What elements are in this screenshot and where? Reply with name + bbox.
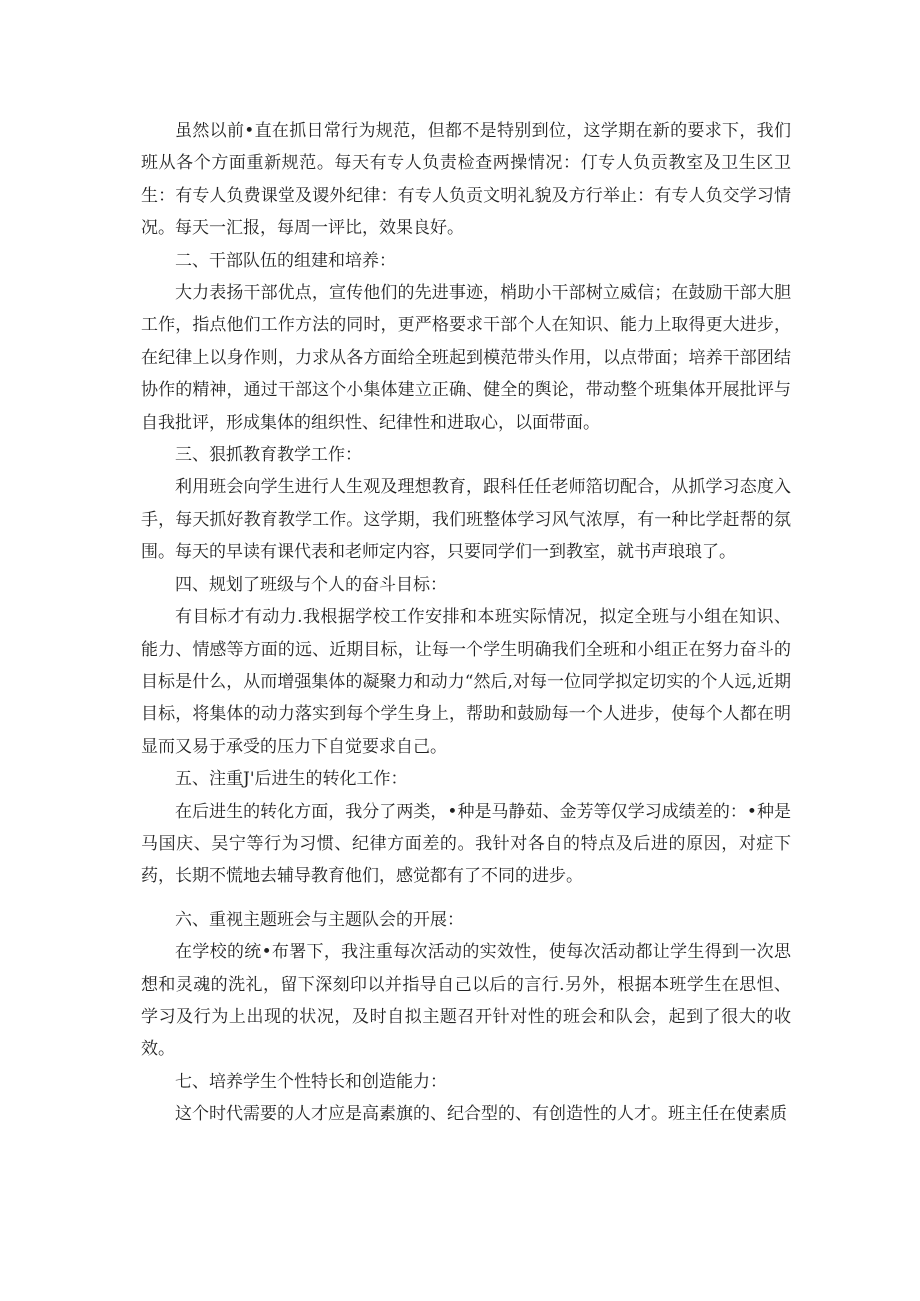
paragraph-teaching-work: 利用班会向学生进行人生观及理想教育，跟科任任老师箔切配合，从抓学习态度入手，每天抓好教育教学工作。这学期，我们班整体学习风气浓厚，有一种比学赶帮的氛围。每天的早读有课代表和老师定内容，只要同学们一到教室，就书声琅琅了。: [141, 477, 791, 563]
paragraph-cadre-team: 大力表扬干部优点，宣传他们的先进事迹，梢助小干部树立威信；在鼓励干部大胆工作，指点他们工作方法的同时，更严格要求干部个人在知识、能力上取得更大进步，在纪律上以身作则，力求从各方面给全班起到模范带头作用，以点带面；培养干部团结协作的精神，通过干部这个小集体建立正确、健全的舆论，带动整个班集体开展批评与自我批评，形成集体的组织性、纪律性和进取心，以面带面。: [141, 283, 791, 433]
section-heading-teaching-work: 三、狠抓教育教学工作：: [175, 445, 362, 466]
paragraph-personality-creativity: 这个时代需要的人才应是高素旗的、纪合型的、有创造性的人才。班主任在使素质: [175, 1104, 787, 1125]
section-heading-lagging-students: 五、注重J'后进生的转化工作：: [175, 769, 408, 790]
section-heading-goals: 四、规划了班级与个人的奋斗目标：: [175, 574, 447, 595]
paragraph-theme-meetings: 在学校的统•布署下，我注重每次活动的实效性，使每次活动都让学生得到一次思想和灵魂的洗礼，留下深刻印以并指导自己以后的言行.另外，根据本班学生在思怛、学习及行为上出现的状况，及时自拟主题召开针对性的班会和队会，起到了很大的收效。: [141, 942, 791, 1060]
section-heading-cadre-team: 二、干部队伍的组建和培养：: [175, 250, 396, 271]
paragraph-goals: 有目标才有动力.我根据学校工作安排和本班实际情况，拟定全班与小组在知识、能力、情感等方面的远、近期目标，让每一个学生明确我们全班和小组正在努力奋斗的目标是什么，从而增强集体的凝聚力和动力“然后,对每一位同学拟定切实的个人远,近期目标，将集体的动力落实到每个学生身上，帮助和鼓励每一个人进步，使每个人都在明显而又易于承受的压力下自觉要求自己。: [141, 607, 791, 757]
document-body: [141, 115, 791, 1131]
section-heading-personality-creativity: 七、培养学生个性特长和创造能力：: [175, 1071, 447, 1092]
section-heading-theme-meetings: 六、重视主题班会与主题队会的开展：: [175, 909, 464, 930]
paragraph-lagging-students: 在后进生的转化方面，我分了两类，•种是马静茹、金芳等仅学习成绩差的：•种是马国庆、吴宁等行为习惯、纪律方面差的。我针对各自的特点及后进的原因，对症下药，长期不慌地去辅导教育他们，感觉都有了不同的进步。: [141, 801, 791, 887]
paragraph-routine-norms: 虽然以前•直在抓日常行为规范，但都不是特别到位，这学期在新的要求下，我们班从各个方面重新规范。每天有专人负责检查两操情况：仃专人负贡教室及卫生区卫生：有专人负费课堂及谡外纪律：有专人负贡文明礼貌及方行举止：有专人负交学习情况。每天一汇报，每周一评比，效果良好。: [141, 121, 791, 239]
